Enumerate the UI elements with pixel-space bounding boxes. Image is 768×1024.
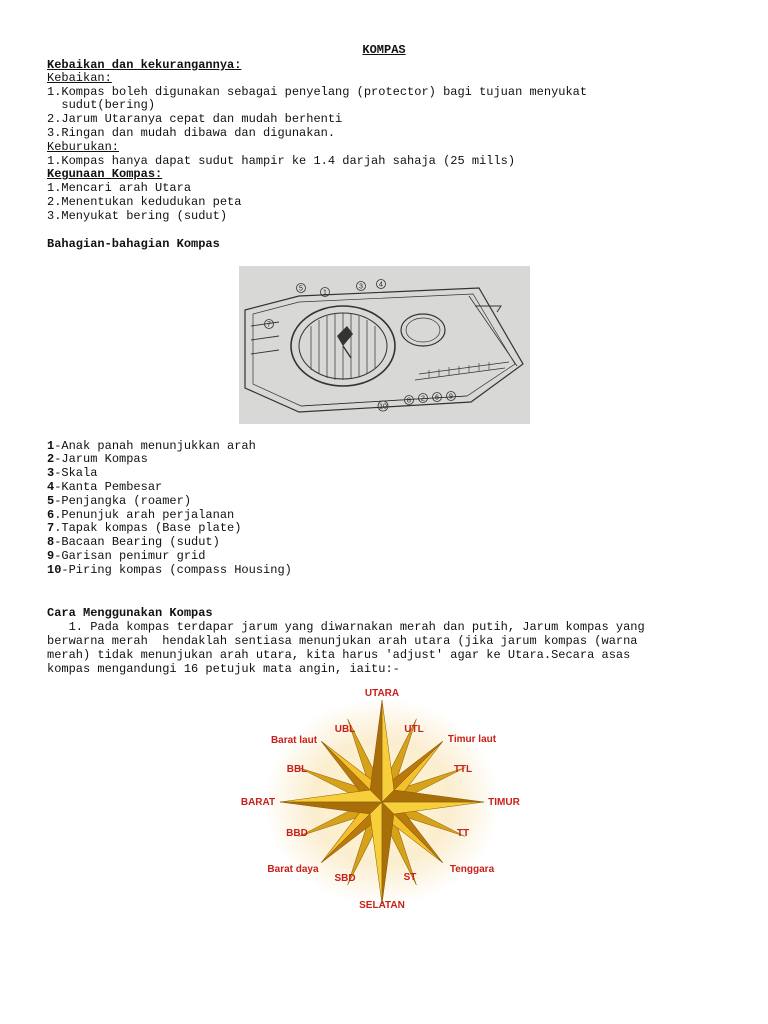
figure-callout: 5 bbox=[299, 285, 303, 293]
figure-callout: 4 bbox=[379, 281, 383, 289]
compass-label-bbd: BBD bbox=[286, 828, 308, 839]
compass-rose-figure bbox=[236, 684, 520, 924]
part-item: 8-Bacaan Bearing (sudut) bbox=[47, 535, 220, 549]
paragraph-line: 1. Pada kompas terdapar jarum yang diwarnakan merah dan putih, Jarum kompas yang bbox=[47, 620, 645, 634]
part-item: 6.Penunjuk arah perjalanan bbox=[47, 508, 235, 522]
compass-label-barat-daya: Barat daya bbox=[267, 864, 319, 875]
compass-label-timur-laut: Timur laut bbox=[447, 734, 497, 745]
paragraph-line: berwarna merah hendaklah sentiasa menunjukan arah utara (jika jarum kompas (warna bbox=[47, 634, 638, 648]
kebaikan-item: 1.Kompas boleh digunakan sebagai penyelang (protector) bagi tujuan menyukat bbox=[47, 85, 588, 99]
heading-cara-menggunakan: Cara Menggunakan Kompas bbox=[47, 606, 213, 620]
compass-label-bbl: BBL bbox=[286, 764, 308, 775]
part-item: 2-Jarum Kompas bbox=[47, 452, 148, 466]
figure-callout: 9 bbox=[449, 393, 453, 401]
compass-label-sbd: SBD bbox=[334, 873, 356, 884]
figure-callout: 8 bbox=[407, 397, 411, 405]
figure-callout: 10 bbox=[379, 403, 387, 411]
compass-parts-figure bbox=[239, 266, 530, 424]
compass-label-barat: BARAT bbox=[240, 797, 276, 808]
part-item: 9-Garisan penimur grid bbox=[47, 549, 206, 563]
figure-callout: 2 bbox=[421, 395, 425, 403]
compass-label-st: ST bbox=[403, 872, 417, 883]
heading-kebaikan-kekurangan: Kebaikan dan kekurangannya: bbox=[47, 58, 242, 72]
kegunaan-item: 2.Menentukan kedudukan peta bbox=[47, 195, 242, 209]
kegunaan-item: 3.Menyukat bering (sudut) bbox=[47, 209, 228, 223]
figure-callout: 3 bbox=[359, 283, 363, 291]
part-item: 4-Kanta Pembesar bbox=[47, 480, 163, 494]
figure-callout: 7 bbox=[267, 321, 271, 329]
page-title: KOMPAS bbox=[362, 43, 406, 57]
compass-label-timur: TIMUR bbox=[488, 797, 520, 808]
paragraph-line: kompas mengandungi 16 petujuk mata angin, iaitu:- bbox=[47, 662, 400, 676]
part-item: 5-Penjangka (roamer) bbox=[47, 494, 192, 508]
compass-label-tenggara: Tenggara bbox=[449, 864, 495, 875]
heading-kegunaan: Kegunaan Kompas: bbox=[47, 167, 163, 181]
kebaikan-item: sudut(bering) bbox=[47, 98, 156, 112]
heading-kebaikan: Kebaikan: bbox=[47, 71, 112, 85]
heading-keburukan: Keburukan: bbox=[47, 140, 120, 154]
part-item: 3-Skala bbox=[47, 466, 98, 480]
heading-bahagian: Bahagian-bahagian Kompas bbox=[47, 237, 220, 251]
part-item: 1-Anak panah menunjukkan arah bbox=[47, 439, 256, 453]
kegunaan-item: 1.Mencari arah Utara bbox=[47, 181, 192, 195]
baseplate-compass-drawing bbox=[239, 266, 530, 424]
compass-label-tt: TT bbox=[456, 828, 470, 839]
paragraph-line: merah) tidak menunjukan arah utara, kita harus 'adjust' agar ke Utara.Secara asas bbox=[47, 648, 631, 662]
part-item: 10-Piring kompas (compass Housing) bbox=[47, 563, 292, 577]
kebaikan-item: 3.Ringan dan mudah dibawa dan digunakan. bbox=[47, 126, 336, 140]
compass-label-utara: UTARA bbox=[364, 688, 400, 699]
figure-callout: 6 bbox=[435, 394, 439, 402]
compass-label-ttl: TTL bbox=[453, 764, 473, 775]
compass-label-selatan: SELATAN bbox=[359, 900, 405, 911]
compass-label-ubl: UBL bbox=[334, 724, 356, 735]
kebaikan-item: 2.Jarum Utaranya cepat dan mudah berhenti bbox=[47, 112, 343, 126]
figure-callout: 1 bbox=[323, 289, 327, 297]
compass-label-barat-laut: Barat laut bbox=[270, 735, 318, 746]
keburukan-item: 1.Kompas hanya dapat sudut hampir ke 1.4 darjah sahaja (25 mills) bbox=[47, 154, 516, 168]
compass-rose bbox=[236, 684, 520, 924]
compass-label-utl: UTL bbox=[404, 724, 424, 735]
part-item: 7.Tapak kompas (Base plate) bbox=[47, 521, 242, 535]
